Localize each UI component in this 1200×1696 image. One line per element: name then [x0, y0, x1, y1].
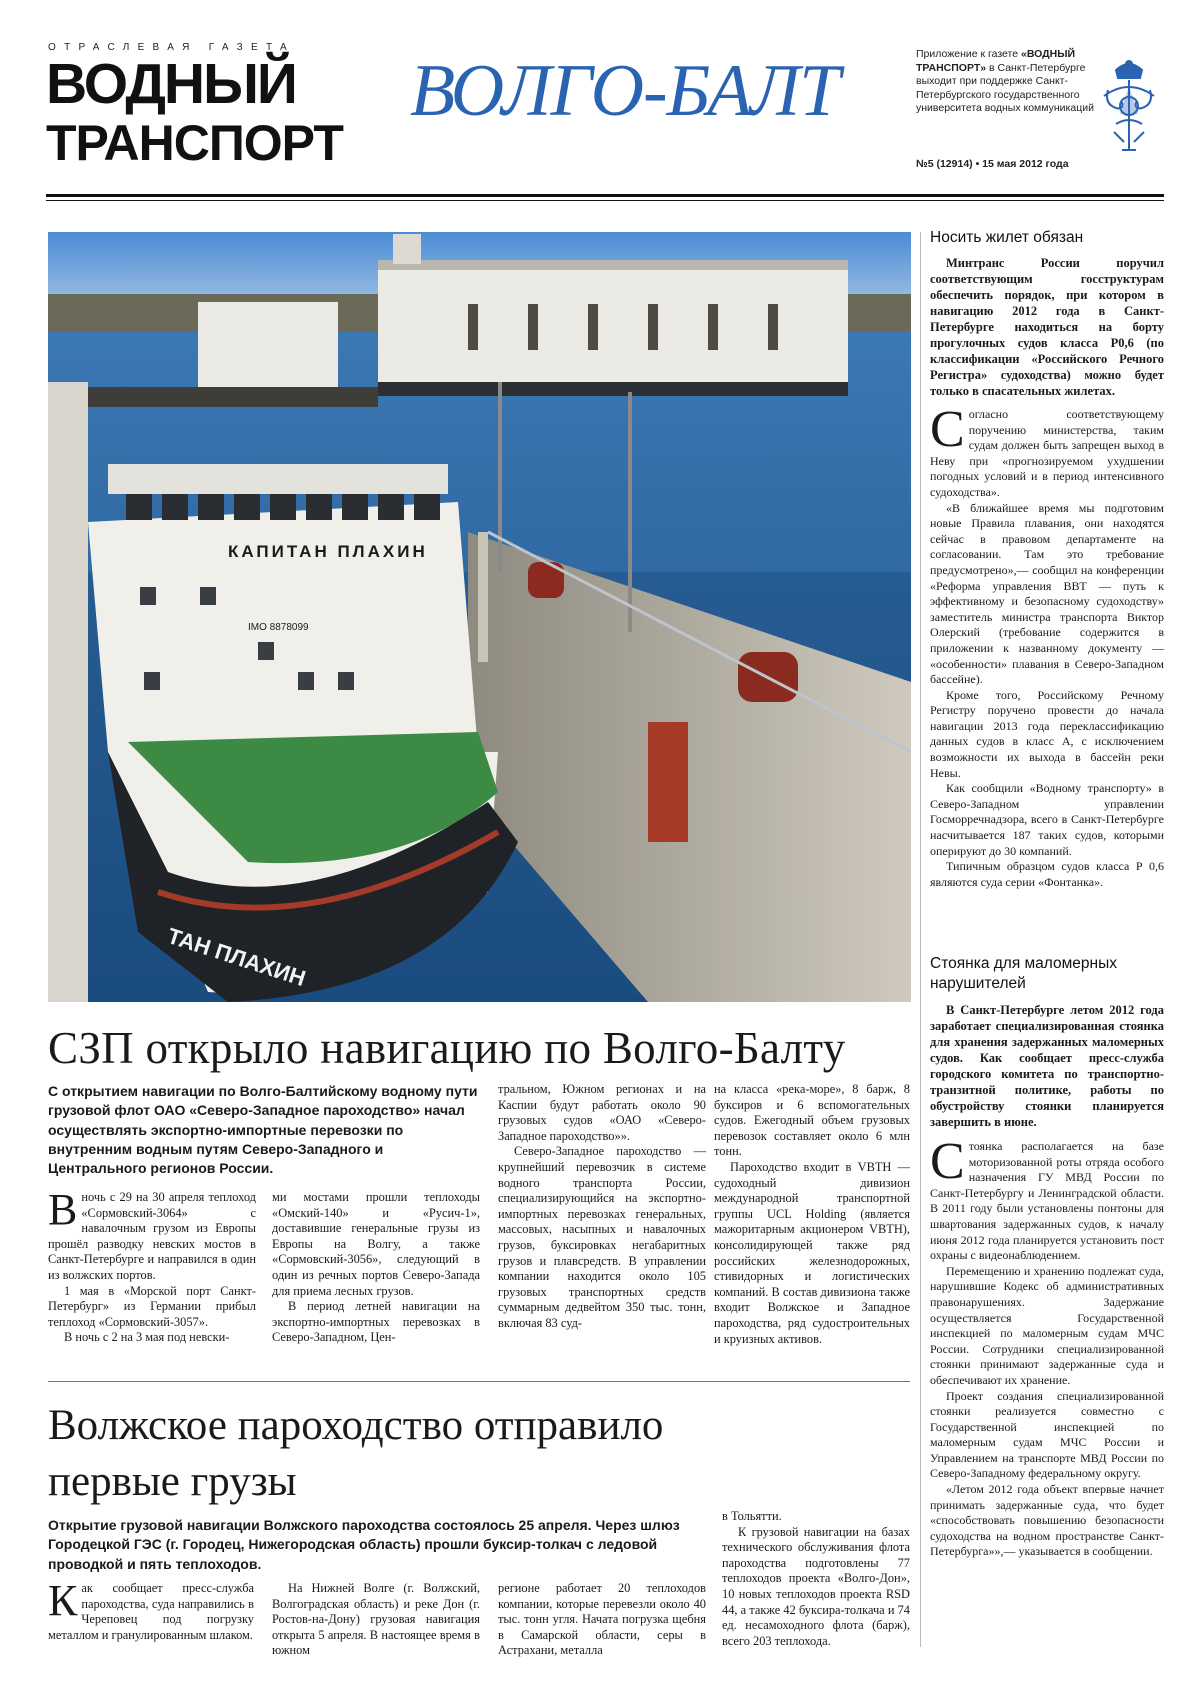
ship-name-plate: КАПИТАН ПЛАХИН: [228, 542, 428, 561]
paragraph-text: ак сообщает пресс-служба пароходства, суда направились в Череповец под погрузку металлом и гранулированным шлаком.: [48, 1581, 254, 1642]
masthead-title-line1: ВОДНЫЙ: [46, 52, 296, 116]
sidebar-lead: В Санкт-Петербурге летом 2012 года заработает специализированная стоянка для хранения задержанных маломерных судов. Как сообщает пресс-служба городского комитета по транспортно-транзитной политике, работы по обустройству стоянки планируется завершить в июне.: [930, 1003, 1164, 1129]
article-paragraph: [48, 1576, 254, 1643]
article2-column-2: [272, 1581, 480, 1659]
sidebar-heading: Носить жилет обязан: [930, 229, 1084, 246]
hull-lettering: ТАН ПЛАХИН: [164, 922, 309, 992]
column-separator: [920, 232, 921, 1647]
article1-column-1: [48, 1185, 256, 1346]
lock-tower-building: [198, 302, 338, 392]
sidebar-paragraph: Типичным образцом судов класса Р 0,6 являются суда серии «Фонтанка».: [930, 859, 1164, 889]
article1-column-4: [714, 1082, 910, 1347]
drop-cap: С: [930, 1133, 965, 1190]
masthead-info: [916, 48, 1096, 116]
masthead-rule-thin: [46, 200, 1164, 201]
masthead-title-line2: ТРАНСПОРТ: [46, 115, 343, 171]
article1-lead: С открытием навигации по Волго-Балтийскому водному пути грузовой флот ОАО «Северо-Западное пароходство» начал осуществлять экспортно-импортные перевозки по внутренним водным путям Северо-Западного и Центрального регионов России.: [48, 1083, 478, 1177]
sidebar-paragraph: «Летом 2012 года объект впервые начнет принимать задержанные суда, что будет «способствовать повышению безопасности судоходства на водном пространстве Санкт-Петербурга»»,— указывается в сообщении.: [930, 1482, 1164, 1559]
masthead-tagline: ОТРАСЛЕВАЯ ГАЗЕТА: [48, 42, 296, 53]
article-paragraph: регионе работает 20 теплоходов компании, которые перевезли около 40 тыс. тонн угля. Начата погрузка щебня в Самарской области, серы в Астрахани, металла: [498, 1581, 706, 1658]
article1-headline: СЗП открыло навигацию по Волго-Балту: [48, 1023, 846, 1073]
article1-column-2: [272, 1190, 480, 1346]
article-paragraph: К грузовой навигации на базах технического обслуживания флота пароходства подготовлены 77 теплоходов проекта «Волго-Дон», 10 новых теплоходов проекта RSD 44, а также 42 буксира-толкача и 74 ед. несамоходного флота (барж), всего 203 теплохода.: [722, 1524, 910, 1648]
lamp-post: [498, 382, 502, 572]
article-paragraph: в Тольятти.: [722, 1509, 782, 1523]
sidebar-paragraph: Перемещению и хранению подлежат суда, нарушившие Кодекс об административных правонарушениях. Задержание осуществляется Государственной инспекцией по маломерным судам МЧС России. Сотрудники специализированной стоянки принимают задержанные суда и обеспечивают их хранение.: [930, 1263, 1164, 1387]
article-paragraph: 1 мая в «Морской порт Санкт-Петербург» из Германии прибыл теплоход «Сормовский-3057».: [48, 1283, 256, 1329]
drop-cap: К: [48, 1576, 78, 1625]
sidebar-article-parking: [930, 954, 1164, 1560]
sidebar-article-vest: [930, 228, 1164, 890]
article2-headline: Волжское пароходство отправило первые грузы: [48, 1402, 664, 1505]
university-emblem-icon: [1094, 56, 1164, 156]
article2-column-1: [48, 1576, 254, 1643]
sidebar-paragraph: [930, 401, 1164, 501]
info-paper: «ВОДНЫЙ ТРАНСПОРТ»: [916, 48, 1076, 74]
info-prefix: Приложение к газете: [916, 48, 1019, 60]
sidebar-paragraph: Проект создания специализированной стоянки реализуется совместно с Государственной инспекцией по маломерным судам МЧС России и Управлением на транспорте МВД России по Северо-Западному федеральному округу.: [930, 1388, 1164, 1481]
wall-fender: [648, 722, 688, 842]
article-paragraph: Северо-Западное пароходство — крупнейший перевозчик в системе водного транспорта России, специализирующийся на экспортно-импортных перевозках генеральных, массовых, насыпных и навалочных грузов, буксировках негабаритных грузов и плавсредств. В управлении компании находится около 105 грузовых транспортных средств суммарным дедвейтом 350 тыс. тонн, включая 83 суд-: [498, 1144, 706, 1330]
article1-column-3: [498, 1082, 706, 1332]
paragraph-text: огласно соответствующему поручению министерства, таким судам должен быть запрещен выход в Неву при «прогнозируемом ухудшении погодных условий и в период интенсивного судоходства».: [930, 407, 1164, 499]
article2-column-4: [722, 1509, 910, 1649]
lamp-post: [628, 392, 632, 632]
article-paragraph: на класса «река-море», 8 барж, 8 буксиров и 6 вспомогательных судов. Ежегодный объем грузовых перевозок составляет около 6 млн тонн.: [714, 1082, 910, 1159]
sidebar-heading: Стоянка для маломерных нарушителей: [930, 955, 1117, 992]
info-rest: в Санкт-Петербурге выходит при поддержке Санкт-Петербургского государственного университета водных коммуникаций: [916, 61, 1094, 114]
paragraph-text: ночь с 29 на 30 апреля теплоход «Сормовский-3064» с навалочным грузом из Европы прошёл разводку невских мостов в Санкт-Петербурге и направился в один из волжских портов.: [48, 1190, 256, 1282]
article-paragraph: В ночь с 2 на 3 мая под невски-: [64, 1330, 230, 1345]
drop-cap: С: [930, 401, 965, 458]
article-paragraph: ми мостами прошли теплоходы «Омский-140» и «Русич-1», доставившие генеральные грузы из Европы на Волгу, а также «Сормовский-3056», следующий в один из речных портов Северо-Запада для приема лесных грузов.: [272, 1190, 480, 1298]
supplement-title: ВОЛГО-БАЛТ: [410, 50, 840, 132]
sidebar-paragraph: Как сообщили «Водному транспорту» в Северо-Западном управлении Госморречнадзора, всего в Санкт-Петербурге насчитывается 187 таких судов, которыми оперируют до 30 компаний.: [930, 781, 1164, 858]
drop-cap: В: [48, 1185, 78, 1234]
article2-column-3: [498, 1581, 706, 1659]
article-paragraph: тральном, Южном регионах и на Каспии будут работать около 90 грузовых судов «ОАО «Северо-Западное пароходство»».: [498, 1082, 706, 1143]
article-paragraph: Пароходство входит в VBTH — судоходный дивизион международной транспортной группы UCL Holding (является мажоритарным акционером VBTH), консолидирующей также ряд российских железнодорожных, стивидорных и логистических компаний. В состав дивизиона также входит Волжское и Западное пароходства, ряд судостроительных и круизных активов.: [714, 1159, 910, 1346]
issue-number: №5 (12914) • 15 мая 2012 года: [916, 158, 1069, 170]
lead-photo-ship-in-lock: [48, 232, 911, 1002]
imo-plate: IMO 8878099: [248, 622, 309, 633]
masthead-rule-thick: [46, 194, 1164, 197]
sidebar-paragraph: [930, 1133, 1164, 1264]
sidebar-lead: Минтранс России поручил соответствующим госструктурам обеспечить порядок, при котором в навигацию 2012 года в Санкт-Петербурге находиться на борту прогулочных судов класса Р0,6 (по классификации «Российского Речного Регистра» судоходства) можно будет только в спасательных жилетах.: [930, 256, 1164, 398]
article2-lead: Открытие грузовой навигации Волжского пароходства состоялось 25 апреля. Через шлюз Городецкой ГЭС (г. Городец, Нижегородская область) прошли буксир-толкач с ледовой проводкой и пять теплоходов.: [48, 1517, 680, 1572]
article-paragraph: На Нижней Волге (г. Волжский, Волгоградская область) и реке Дон (г. Ростов-на-Дону) грузовая навигация открыта 5 апреля. В настоящее время в южном: [272, 1581, 480, 1658]
article-paragraph: В период летней навигации на экспортно-импортных перевозках в Северо-Западном, Цен-: [272, 1299, 480, 1345]
sidebar-paragraph: «В ближайшее время мы подготовим новые Правила плавания, они находятся сейчас в правовом департаменте на согласовании. Там это требование предусмотрено»,— сообщил на конференции «Реформа управления ВВТ — путь к эффективному и безопасному судоходству» заместитель министра транспорта Виктор Олерский (требование содержится в приложении к названному документу — «особенности» плавания в Северо-Западном бассейне).: [930, 500, 1164, 687]
paragraph-text: тоянка располагается на базе моторизованной роты отряда особого назначения ГУ МВД России по Санкт-Петербургу и Ленинградской области. В 2011 году были установлены понтоны для швартования задержанных судов, к началу июня 2012 года планируется установить пост охраны с видеонаблюдением.: [930, 1139, 1164, 1263]
sidebar-paragraph: Кроме того, Российскому Речному Регистру поручено провести до начала навигации 2013 года переклассификацию данных судов в класс А, с исключением возможности их выхода в бассейн реки Невы.: [930, 687, 1164, 780]
article-paragraph: [48, 1185, 256, 1284]
article-separator: [48, 1381, 910, 1382]
